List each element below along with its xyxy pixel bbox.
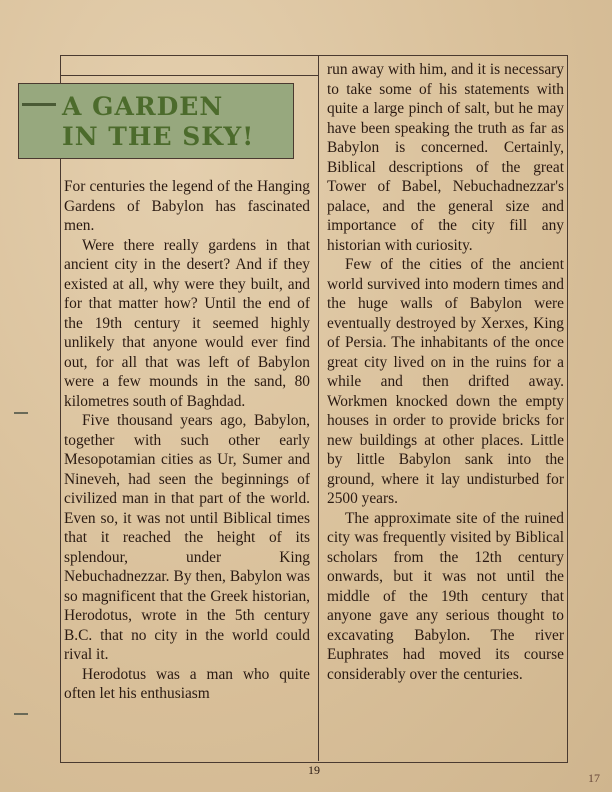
paragraph: Five thousand years ago, Babylon, together with such other early Mesopotamian cities as Ur, Sumer and Nineveh, had seen the beginnings of civilized man in that part of the world. Even so, it was not until Biblical times that it reached the height of its splendour, under King Nebuchadnezzar. By then, Babylon was so magnificent that the Greek historian, Herodotus, wrote in the 5th century B.C. that no city in the world could rival it. — [64, 412, 310, 663]
title-dash-decoration — [22, 103, 56, 106]
right-column — [327, 60, 564, 684]
margin-mark — [14, 713, 28, 715]
column-divider — [318, 55, 319, 761]
paragraph: Herodotus was a man who quite often let his enthusiasm — [64, 665, 310, 702]
paragraph: For centuries the legend of the Hanging Gardens of Babylon has fascinated men. — [64, 178, 310, 234]
page-number: 19 — [308, 763, 320, 777]
top-band — [60, 55, 318, 76]
paragraph: Were there really gardens in that ancient city in the desert? And if they existed at all, why were they built, and for that matter how? Until the end of the 19th century it seemed highly unlikely that anyone would ever find out, for all that was left of Babylon were a few mounds in the sand, 80 kilometres south of Baghdad. — [64, 236, 310, 410]
corner-mark: 17 — [588, 771, 600, 785]
paragraph: run away with him, and it is necessary to take some of his statements with quite a large pinch of salt, but he may have been speaking the truth as far as Babylon is concerned. Certainly, Biblical descriptions of the great Tower of Babel, Nebuchadnezzar's palace, and the general size and importance of the city fill any historian with curiosity. — [327, 61, 564, 254]
title-line-2: IN THE SKY! — [62, 122, 255, 151]
paragraph: The approximate site of the ruined city was frequently visited by Biblical scholars from the 12th century onwards, but it was not until the middle of the 19th century that anyone gave any serious thought to excavating Babylon. The river Euphrates had moved its course considerably over the centuries. — [327, 509, 564, 683]
margin-mark — [14, 412, 28, 414]
left-column — [64, 177, 310, 704]
title-line-1: A GARDEN — [62, 92, 224, 121]
paragraph: Few of the cities of the ancient world survived into modern times and the huge walls of Babylon were eventually destroyed by Xerxes, King of Persia. The inhabitants of the once great city lived on in the ruins for a while and then drifted away. Workmen knocked down the empty houses in order to provide bricks for new buildings at other places. Little by little Babylon sank into the ground, where it lay undisturbed for 2500 years. — [327, 256, 564, 507]
